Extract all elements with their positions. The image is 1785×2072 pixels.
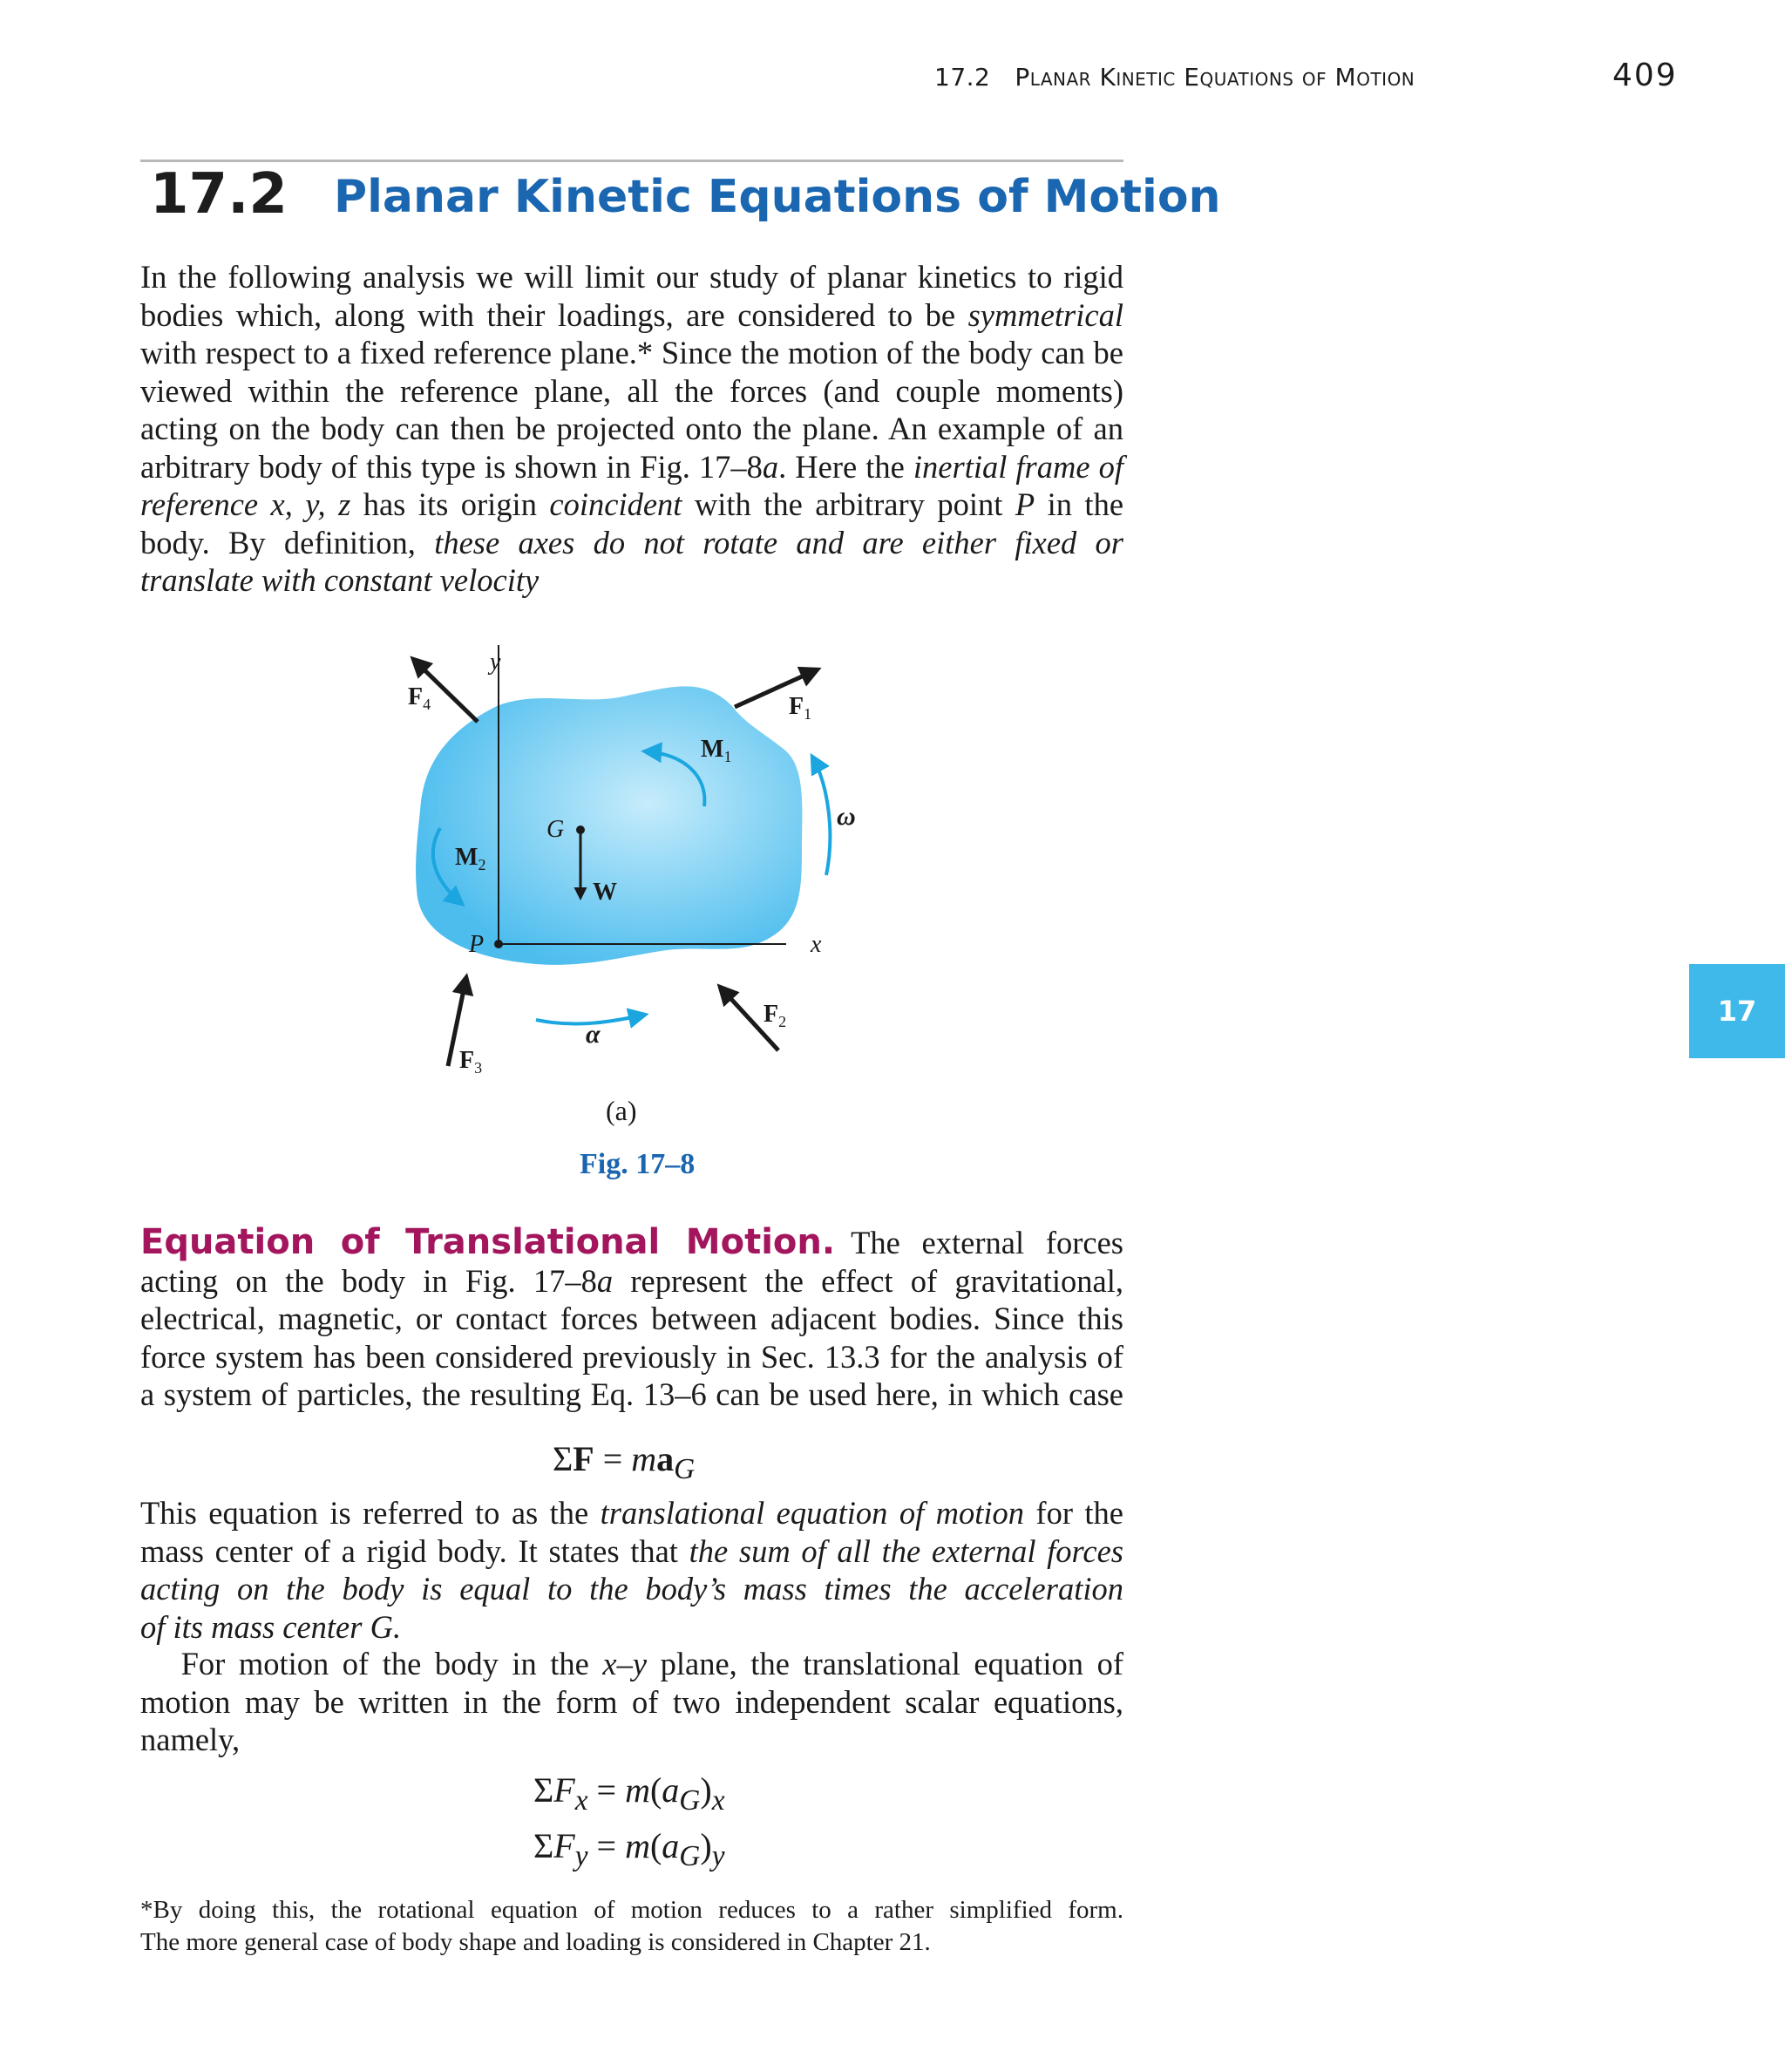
running-header [934, 63, 1415, 92]
point-p [494, 940, 503, 948]
figure-sublabel: (a) [606, 1095, 637, 1126]
label-m1: $M_1$ [701, 736, 732, 765]
footnote-line-2: The more general case of body shape and loading is considered in Chapter 21. [140, 1928, 931, 1956]
label-f3: $F_3$ [459, 1047, 483, 1077]
label-f1: $F_1$ [789, 693, 812, 723]
chapter-tab[interactable]: 17 [1689, 964, 1785, 1058]
label-x-axis: x [811, 931, 822, 958]
running-header-section-number: 17.2 [934, 63, 991, 92]
section-title: Planar Kinetic Equations of Motion [334, 171, 1221, 223]
label-alpha: α [586, 1020, 601, 1049]
label-w: W [593, 879, 617, 906]
omega-arrow [812, 757, 830, 875]
label-f2: $F_2$ [764, 1001, 787, 1030]
intro-paragraph: In the following analysis we will limit our study of planar kinetics to rigid bodies which, along with their loadings, are considered to be symmetrical with respect to a fixed reference plane.* Since the motion of the body can be viewed within the reference plane, all the forces (and couple moments) acting on the body can then be projected onto the plane. An example of an arbitrary body of this type is shown in Fig. 17–8a. Here the inertial frame of reference x, y, z has its origin coincident with the arbitrary point P in the body. By definition, these axes do not rotate and are either fixed or translate with constant velocity [140, 259, 1124, 598]
label-y-axis: y [490, 649, 501, 676]
label-f4: $F_4$ [408, 683, 431, 713]
equation-y: $\Sigma F_y = m(a_G)_y$ [533, 1826, 725, 1872]
footnote-line-1: *By doing this, the rotational equation of motion reduces to a rather simplified form. [140, 1896, 1123, 1924]
page-number: 409 [1612, 58, 1678, 93]
figure-caption: Fig. 17–8 [580, 1148, 696, 1180]
label-omega: ω [837, 802, 856, 831]
translational-paragraph-2: This equation is referred to as the translational equation of motion for the mass center of a rigid body. It states that the sum of all the external forces acting on the body is equal to the body’s mass times the acceleration of its mass center G. [140, 1495, 1123, 1645]
figure-17-8a [392, 645, 880, 1168]
section-rule [140, 160, 1123, 162]
translational-heading: Equation of Translational Motion. [140, 1222, 836, 1262]
translational-paragraph: Equation of Translational Motion. The external forces acting on the body in Fig. 17–8a represent the effect of gravitational, electrical, magnetic, or contact forces between adjacent bodies. Since this force system has been considered previously in Sec. 13.3 for the analysis of a system of particles, the resulting Eq. 13–6 can be used here, in which case [140, 1222, 1124, 1412]
running-header-section-name: Planar Kinetic Equations of Motion [1015, 63, 1415, 92]
label-p: P [469, 931, 485, 958]
rigid-body [416, 686, 802, 965]
translational-paragraph-3: For motion of the body in the x–y plane, the translational equation of motion may be written in the form of two independent scalar equations, namely, [140, 1646, 1123, 1757]
label-m2: $M_2$ [455, 844, 486, 873]
equation-translational: $\Sigma F = ma_G$ [553, 1439, 696, 1485]
label-g: G [546, 816, 565, 843]
force-f1-arrow [735, 669, 818, 707]
section-number: 17.2 [150, 162, 288, 227]
equation-x: $\Sigma F_x = m(a_G)_x$ [533, 1770, 725, 1817]
